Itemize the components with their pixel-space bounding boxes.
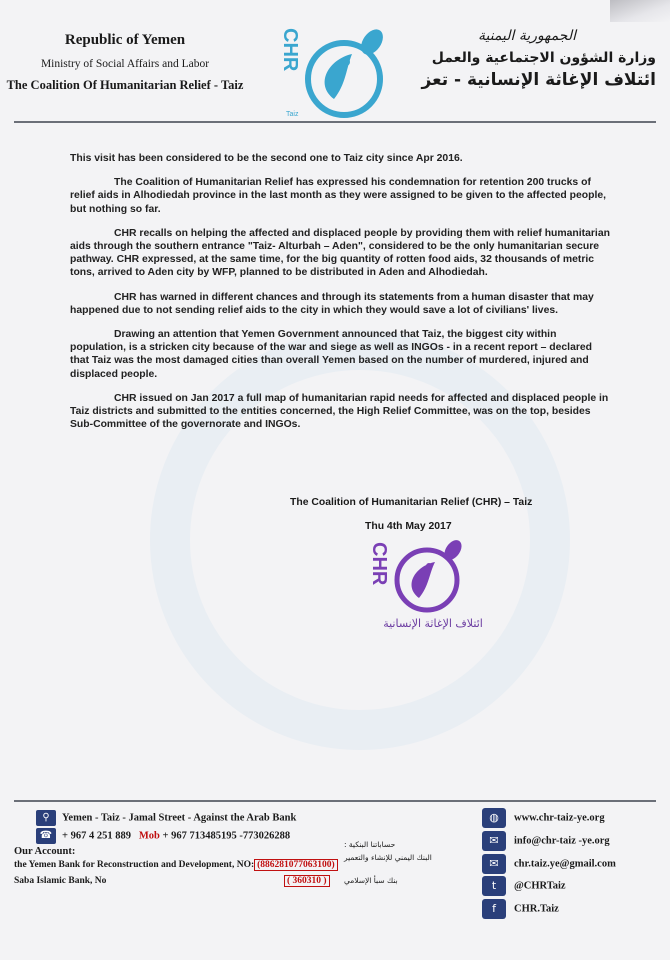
facebook-icon: f bbox=[482, 899, 506, 919]
footer-facebook-row bbox=[482, 899, 559, 919]
header-ar-organization: ائتلاف الإغاثة الإنسانية - تعز bbox=[421, 70, 656, 90]
footer-account-label: Our Account: bbox=[14, 846, 76, 857]
footer-website-row bbox=[482, 808, 605, 828]
location-icon: ⚲ bbox=[36, 810, 56, 826]
email-icon: ✉ bbox=[482, 854, 506, 874]
paragraph-6: CHR issued on Jan 2017 a full map of humanitarian rapid needs for affected and displaced people in Taiz districts and submitted to the entities concerned, the High Relief Committee, was on the top, besides Sub-Committee of the governorate and INGOs. bbox=[70, 392, 609, 431]
paragraph-1: This visit has been considered to be the second one to Taiz city since Apr 2016. bbox=[70, 153, 463, 164]
logo-sub: Taiz bbox=[286, 111, 299, 118]
footer-bank2: Saba Islamic Bank, No bbox=[14, 876, 107, 886]
header-arabic bbox=[376, 28, 656, 90]
paragraph-3: CHR recalls on helping the affected and displaced people by providing them with relief humanitarian aids through the southern entrance "Taiz- Alturbah – Aden", considered to be the only humanitarian secure pathway. CHR expressed, at the same time, for the big quantity of rotten food aids, 32 thousands of metric tons, arrived to Aden city by WFP, planned to be distributed in Aden and Alhodiedah. bbox=[70, 227, 610, 279]
footer-mob-label: Mob bbox=[138, 830, 160, 842]
footer-email1-row bbox=[482, 831, 610, 851]
footer-address: Yemen - Taiz - Jamal Street - Against the Arab Bank bbox=[62, 812, 297, 824]
header-organization: The Coalition Of Humanitarian Relief - Taiz bbox=[6, 78, 244, 92]
footer-bank1-number: (886281077063100) bbox=[254, 859, 338, 871]
footer-bank2-number: ( 360310 ) bbox=[284, 876, 330, 886]
paragraph-4: CHR has warned in different chances and through its statements from a human disaster that may happened due to not sending relief aids to the city in which they would save a lot of civilians' lives. bbox=[70, 291, 594, 316]
footer-mob: + 967 713485195 -773026288 bbox=[162, 830, 291, 842]
logo-text: CHR bbox=[279, 28, 301, 72]
page-fold bbox=[610, 0, 670, 22]
header-ar-ministry: وزارة الشؤون الاجتماعية والعمل bbox=[431, 50, 656, 66]
footer-bank2-row bbox=[14, 876, 106, 886]
paragraph-5: Drawing an attention that Yemen Government announced that Taiz, the biggest city within population, is a stricken city because of the war and siege as well as INGOs - in a recent report – declared that Taiz was the most damaged cities than overall Yemen based on the number of murdered, injured and displaced people. bbox=[70, 329, 593, 380]
footer-email2[interactable]: chr.taiz.ye@gmail.com bbox=[514, 858, 616, 870]
footer-website[interactable]: www.chr-taiz-ye.org bbox=[514, 812, 605, 824]
svg-text:CHR: CHR bbox=[368, 542, 390, 586]
email-icon: ✉ bbox=[482, 831, 506, 851]
stamp-arabic-text: ائتلاف الإغاثة الإنسانية bbox=[383, 617, 483, 630]
paragraph-2: The Coalition of Humanitarian Relief has expressed his condemnation for retention 200 trucks of relief aids in Alhodiedah province in the last month as they were assigned to be given to the affected people, but nothing so far. bbox=[70, 177, 606, 215]
signature-date: Thu 4th May 2017 bbox=[365, 521, 452, 532]
letter-body bbox=[70, 152, 610, 442]
footer-bank2-ar: بنك سبأ الإسلامي bbox=[344, 876, 398, 885]
header-country: Republic of Yemen bbox=[64, 32, 186, 48]
footer-twitter[interactable]: @CHRTaiz bbox=[514, 880, 566, 892]
footer-email2-row bbox=[482, 854, 616, 874]
phone-icon: ☎ bbox=[36, 828, 56, 844]
footer-email1[interactable]: info@chr-taiz -ye.org bbox=[514, 835, 610, 847]
footer-facebook[interactable]: CHR.Taiz bbox=[514, 903, 559, 915]
globe-icon: ◍ bbox=[482, 808, 506, 828]
header-english bbox=[0, 32, 250, 93]
footer-bank1-row bbox=[14, 860, 338, 870]
footer-phone: + 967 4 251 889 bbox=[62, 830, 131, 842]
signature-org: The Coalition of Humanitarian Relief (CHR) – Taiz bbox=[290, 497, 533, 508]
header-ministry: Ministry of Social Affairs and Labor bbox=[40, 58, 210, 70]
footer-ar-accounts-label: حساباتنا البنكية : bbox=[344, 840, 396, 849]
header-ar-country: الجمهورية اليمنية bbox=[477, 28, 576, 44]
footer-divider bbox=[14, 800, 656, 802]
footer-bank1: the Yemen Bank for Reconstruction and Development, NO: bbox=[14, 860, 255, 870]
twitter-icon: t bbox=[482, 876, 506, 896]
footer-address-row bbox=[36, 810, 296, 826]
footer-bank1-ar: البنك اليمني للإنشاء والتعمير bbox=[344, 853, 432, 862]
footer-phone-row bbox=[36, 828, 290, 844]
footer-twitter-row bbox=[482, 876, 566, 896]
header-divider bbox=[14, 121, 656, 123]
